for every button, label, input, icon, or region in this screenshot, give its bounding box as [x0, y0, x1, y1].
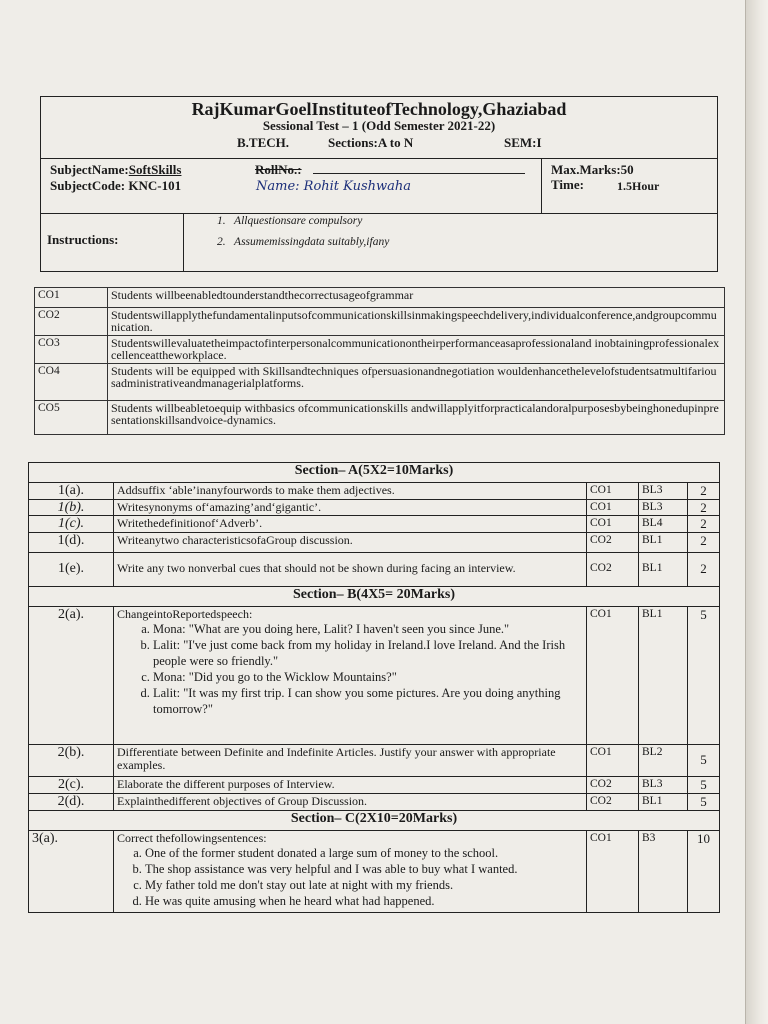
question-marks: 2: [688, 516, 720, 533]
subject-row: [41, 158, 717, 214]
question-text: Differentiate between Definite and Indefinite Articles. Justify your answer with appropriate examples.: [114, 744, 587, 776]
roll-no-label: RollNo.:: [255, 162, 302, 177]
question-co: CO1: [587, 606, 639, 744]
co-row: [35, 336, 725, 364]
question-marks: 2: [688, 483, 720, 500]
time-value: 1.5Hour: [617, 179, 660, 193]
question-row: [29, 830, 720, 912]
section-c-title: Section– C(2X10=20Marks): [29, 810, 720, 830]
question-co: CO1: [587, 499, 639, 516]
section-c-heading-row: [29, 810, 720, 830]
co-text: Studentswillevaluatetheimpactofinterpersonalcommunicationontheirperformanceasaprofessionaland inobtainingprofessionalexcellenceattheworkplace.: [108, 336, 725, 364]
question-text: Addsuffix ‘able’inanyfourwords to make them adjectives.: [114, 483, 587, 500]
subject-name-label: SubjectName:: [50, 162, 129, 177]
question-text: [114, 830, 587, 912]
co-text: Students willbeenabledtounderstandthecorrectusageofgrammar: [108, 288, 725, 308]
program: B.TECH.: [237, 135, 290, 150]
institute-name: RajKumarGoelInstituteofTechnology,Ghaziabad: [191, 99, 567, 119]
instruction-item: 1. Allquestionsare compulsory: [217, 215, 363, 227]
co-row: [35, 401, 725, 435]
subject-name-field: [50, 162, 181, 178]
question-number: 2(b).: [29, 744, 114, 776]
co-code: CO5: [35, 401, 108, 435]
question-row: [29, 744, 720, 776]
question-bl: BL3: [639, 776, 688, 793]
question-number: 1(b).: [29, 499, 114, 516]
question-co: CO2: [587, 532, 639, 552]
question-row: [29, 606, 720, 744]
question-bl: B3: [639, 830, 688, 912]
list-item: d. He was quite amusing when he heard what had happened.: [145, 893, 583, 909]
question-text: Elaborate the different purposes of Interview.: [114, 776, 587, 793]
question-number: 1(e).: [29, 552, 114, 586]
exam-header: [40, 96, 718, 272]
question-bl: BL1: [639, 793, 688, 810]
question-text: [114, 606, 587, 744]
list-item: a. One of the former student donated a large sum of money to the school.: [145, 845, 583, 861]
question-number: 1(c).: [29, 516, 114, 533]
question-number: 2(c).: [29, 776, 114, 793]
questions-table: [28, 462, 720, 913]
co-code: CO1: [35, 288, 108, 308]
question-row: [29, 516, 720, 533]
question-co: CO2: [587, 776, 639, 793]
handwritten-name: Name: Rohit Kushwaha: [256, 179, 412, 194]
question-text: Explainthedifferent objectives of Group Discussion.: [114, 793, 587, 810]
section-b-heading-row: [29, 586, 720, 606]
question-intro: ChangeintoReportedspeech:: [117, 606, 253, 621]
co-code: CO3: [35, 336, 108, 364]
question-bl: BL1: [639, 606, 688, 744]
question-row: [29, 483, 720, 500]
question-marks: 2: [688, 532, 720, 552]
question-co: CO1: [587, 483, 639, 500]
co-text: Students willbeabletoequip withbasics ofcommunicationskills andwillapplyitforpracticalandoralpurposesbybeinghonedupinpresentationskillsandvoice-dynamics.: [108, 401, 725, 435]
question-number: 2(a).: [29, 606, 114, 744]
list-item: c. My father told me don't stay out late at night with my friends.: [145, 877, 583, 893]
question-bl: BL4: [639, 516, 688, 533]
page-edge: [745, 0, 768, 1024]
question-co: CO2: [587, 793, 639, 810]
question-marks: 5: [688, 793, 720, 810]
question-number: 3(a).: [29, 830, 114, 912]
question-co: CO1: [587, 744, 639, 776]
question-number: 1(d).: [29, 532, 114, 552]
co-text: Studentswillapplythefundamentalinputsofcommunicationskillsinmakingspeechdelivery,individualconference,andgroupcommunication.: [108, 308, 725, 336]
question-marks: 2: [688, 552, 720, 586]
question-bl: BL1: [639, 532, 688, 552]
co-row: [35, 308, 725, 336]
question-marks: 2: [688, 499, 720, 516]
question-row: [29, 793, 720, 810]
correction-list: [117, 845, 583, 909]
co-code: CO4: [35, 364, 108, 401]
section-a-heading-row: [29, 463, 720, 483]
roll-no-line: [313, 173, 525, 174]
sections: Sections:A to N: [328, 135, 414, 150]
question-co: CO1: [587, 830, 639, 912]
question-co: CO2: [587, 552, 639, 586]
co-row: [35, 288, 725, 308]
question-text: Writeanytwo characteristicsofaGroup discussion.: [114, 532, 587, 552]
subject-name: SoftSkills: [128, 162, 182, 177]
question-row: [29, 499, 720, 516]
question-number: 1(a).: [29, 483, 114, 500]
list-item: b. Lalit: "I've just come back from my holiday in Ireland.I love Ireland. And the Irish people were so friendly.": [153, 637, 583, 669]
question-number: 2(d).: [29, 793, 114, 810]
reported-speech-list: [117, 621, 583, 717]
list-item: a. Mona: "What are you doing here, Lalit? I haven't seen you since June.": [153, 621, 583, 637]
question-co: CO1: [587, 516, 639, 533]
co-text: Students will be equipped with Skillsandtechniques ofpersuasionandnegotiation wouldenhancethelevelofstudentsatmultifariousadministrativeandmanagerialplatforms.: [108, 364, 725, 401]
max-marks: Max.Marks:50: [551, 162, 634, 177]
instructions-label: Instructions:: [47, 232, 119, 247]
question-text: Writethedefinitionof‘Adverb’.: [114, 516, 587, 533]
question-row: [29, 552, 720, 586]
question-row: [29, 776, 720, 793]
question-bl: BL1: [639, 552, 688, 586]
question-marks: 5: [688, 776, 720, 793]
list-item: d. Lalit: "It was my first trip. I can show you some pictures. Are you doing anything tomorrow?": [153, 685, 583, 717]
question-marks: 10: [688, 830, 720, 912]
section-b-title: Section– B(4X5= 20Marks): [29, 586, 720, 606]
question-bl: BL3: [639, 483, 688, 500]
question-bl: BL2: [639, 744, 688, 776]
list-item: b. The shop assistance was very helpful and I was able to buy what I wanted.: [145, 861, 583, 877]
question-text: Write any two nonverbal cues that should not be shown during facing an interview.: [114, 552, 587, 586]
question-text: Writesynonyms of‘amazing’and‘gigantic’.: [114, 499, 587, 516]
section-a-title: Section– A(5X2=10Marks): [29, 463, 720, 483]
course-outcomes-table: [34, 287, 725, 435]
instruction-item: 2. Assumemissingdata suitably,ifany: [217, 236, 390, 248]
semester: SEM:I: [504, 135, 542, 150]
question-row: [29, 532, 720, 552]
question-intro: Correct thefollowingsentences:: [117, 830, 267, 845]
instructions-row: [41, 213, 717, 271]
co-row: [35, 364, 725, 401]
test-title: Sessional Test – 1 (Odd Semester 2021-22): [262, 118, 496, 133]
list-item: c. Mona: "Did you go to the Wicklow Mountains?": [153, 669, 583, 685]
subject-code: SubjectCode: KNC-101: [50, 178, 182, 193]
question-marks: 5: [688, 744, 720, 776]
time-label: Time:: [551, 177, 584, 192]
co-code: CO2: [35, 308, 108, 336]
question-marks: 5: [688, 606, 720, 744]
question-bl: BL3: [639, 499, 688, 516]
